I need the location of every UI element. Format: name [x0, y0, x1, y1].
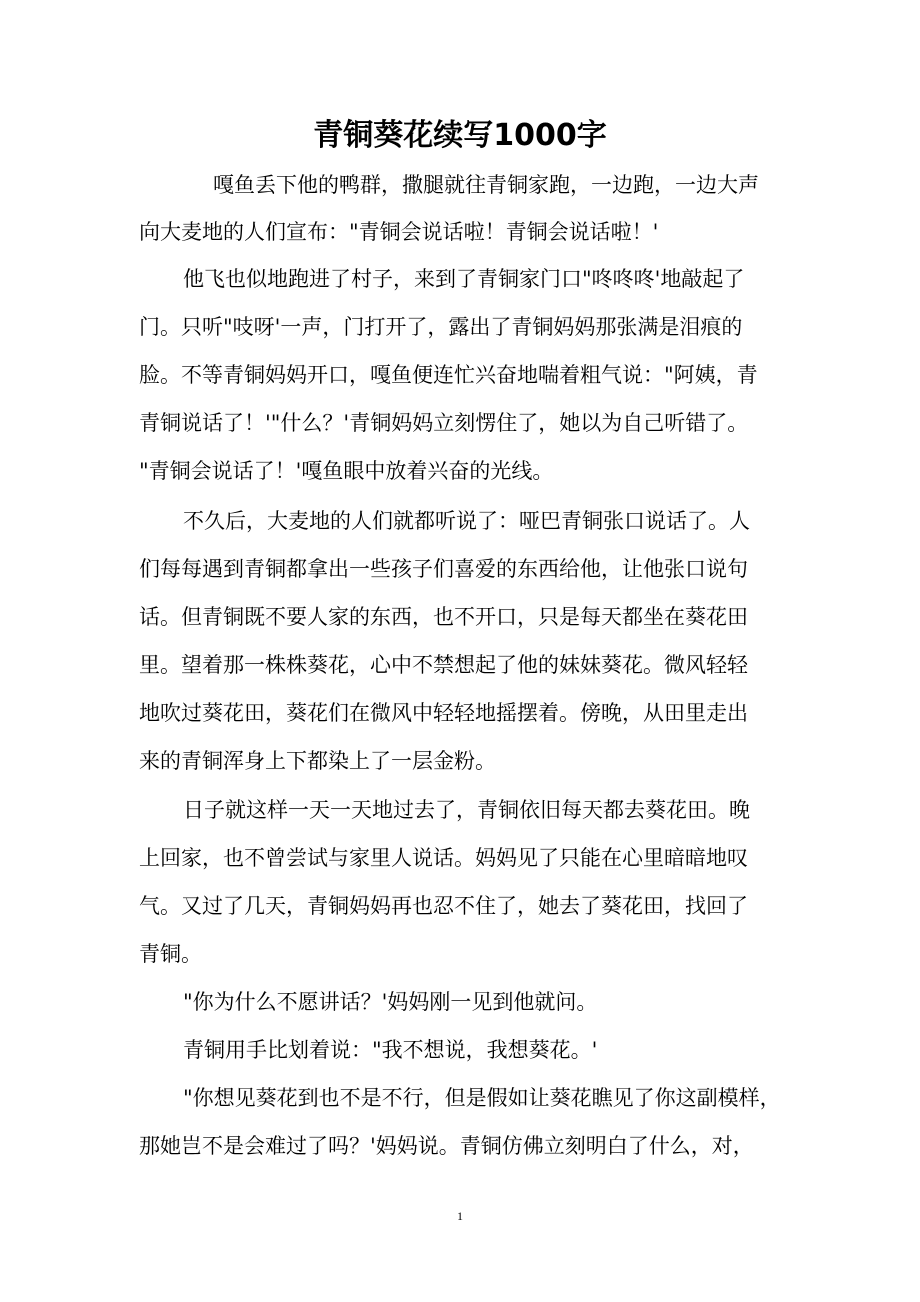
- text-line: 不久后，大麦地的人们就都听说了：哑巴青铜张口说话了。人: [183, 509, 750, 533]
- text-line: 气。又过了几天，青铜妈妈再也忍不住了，她去了葵花田，找回了: [139, 894, 748, 918]
- text-line: 嘎鱼丢下他的鸭群，撒腿就往青铜家跑，一边跑，一边大声: [213, 173, 759, 197]
- text-line: 青铜用手比划着说："我不想说，我想葵花。': [183, 1038, 598, 1062]
- text-line: 那她岂不是会难过了吗？'妈妈说。青铜仿佛立刻明白了什么，对，: [139, 1134, 754, 1158]
- text-line: 日子就这样一天一天地过去了，青铜依旧每天都去葵花田。晚: [183, 798, 750, 822]
- text-line: 里。望着那一株株葵花，心中不禁想起了他的妹妹葵花。微风轻轻: [139, 653, 748, 677]
- text-line: 脸。不等青铜妈妈开口，嘎鱼便连忙兴奋地喘着粗气说："阿姨，青: [139, 363, 758, 387]
- page-number: 1: [457, 1209, 463, 1223]
- text-line: 地吹过葵花田，葵花们在微风中轻轻地摇摆着。傍晚，从田里走出: [139, 701, 748, 725]
- text-line: 话。但青铜既不要人家的东西，也不开口，只是每天都坐在葵花田: [139, 605, 748, 629]
- text-line: 门。只听"吱呀'一声，门打开了，露出了青铜妈妈那张满是泪痕的: [139, 315, 743, 339]
- text-line: 青铜说话了！'"什么？'青铜妈妈立刻愣住了，她以为自己听错了。: [139, 411, 749, 435]
- text-line: "你为什么不愿讲话？'妈妈刚一见到他就问。: [183, 990, 598, 1014]
- text-line: 来的青铜浑身上下都染上了一层金粉。: [139, 749, 496, 773]
- text-line: 们每每遇到青铜都拿出一些孩子们喜爱的东西给他，让他张口说句: [139, 557, 748, 581]
- text-line: "你想见葵花到也不是不行，但是假如让葵花瞧见了你这副模样，: [183, 1086, 781, 1110]
- text-line: 青铜。: [139, 942, 202, 966]
- text-line: 他飞也似地跑进了村子，来到了青铜家门口"咚咚咚'地敲起了: [183, 267, 745, 291]
- text-line: 向大麦地的人们宣布："青铜会说话啦！青铜会说话啦！': [139, 220, 659, 244]
- document-title: 青铜葵花续写1000字: [313, 118, 607, 153]
- text-line: 上回家，也不曾尝试与家里人说话。妈妈见了只能在心里暗暗地叹: [139, 846, 748, 870]
- text-line: "青铜会说话了！'嘎鱼眼中放着兴奋的光线。: [139, 459, 554, 483]
